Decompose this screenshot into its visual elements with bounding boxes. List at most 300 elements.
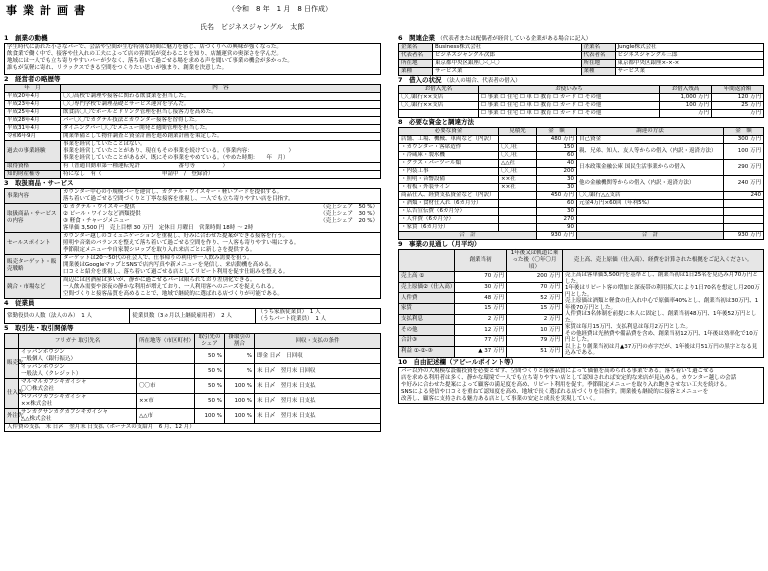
table-row bbox=[399, 200, 764, 208]
table-row bbox=[5, 409, 381, 424]
partner-credit: 100 % bbox=[225, 394, 255, 409]
note-line: 以上より創業当初は月▲37万円の赤字だが、1年後は月51万円の黒字となる見込みである。 bbox=[565, 343, 758, 356]
loan-lender: 〇〇銀行××支店 bbox=[399, 94, 479, 102]
loan-head-lender: お借入先名 bbox=[399, 86, 479, 94]
biz-opt: 事業を経営していたことがあるが、既にその事業をやめている。（やめた時期： 年 月） bbox=[63, 155, 289, 161]
fund-source: 自己資金 bbox=[577, 136, 724, 144]
partner-label: 一般法人（クレジット） bbox=[21, 371, 82, 377]
career-year: 平成31年4月 bbox=[5, 125, 61, 133]
loan-head-repay: 年間返済額 bbox=[712, 86, 764, 94]
outlook-table bbox=[398, 249, 764, 358]
table-row bbox=[399, 68, 764, 76]
career-year: 平成28年4月 bbox=[5, 117, 61, 125]
fund-amount: 290 万円 bbox=[724, 160, 764, 176]
related-companies-table bbox=[398, 43, 764, 76]
term-close: 末 日〆 bbox=[257, 412, 276, 419]
career-year: 平成23年4月 bbox=[5, 101, 61, 109]
partners-head-terms: 回収・支払の条件 bbox=[255, 334, 381, 349]
fund-source: 親、兄弟、知人、友人等からの借入（内訳・返済方法） bbox=[577, 144, 724, 160]
op-item: ・酒類・食材仕入れ（6カ月分） bbox=[399, 200, 499, 208]
content-label: 事業内容 bbox=[5, 189, 61, 204]
section-9-title: 9 事業の見通し（月平均） bbox=[398, 240, 481, 248]
op-item: 商品仕入、経費支払資金など（内訳） bbox=[399, 192, 499, 200]
motive-line: 飲食業で働く中で、接客や仕入れの工夫によって店の雰囲気が変わることを知り、店舗運営の奥深さを学んだ。 bbox=[7, 51, 282, 57]
outlook-initial: 70 万円 bbox=[455, 272, 507, 283]
op-amount: 270 bbox=[537, 216, 577, 224]
equip-vendor bbox=[499, 136, 537, 144]
outlook-item: 売上原価②（仕入高） bbox=[399, 282, 455, 293]
funds-head-amount2: 金 額 bbox=[724, 128, 764, 136]
target-line: 口コミと紹介を重視し、落ち着いて過ごせる店としてリピート利用を促す仕組みを整える。 bbox=[63, 269, 289, 275]
hours: 営業時間 18時 〜 2時 bbox=[199, 225, 254, 231]
biz-opt: 事業を経営していたことはない。 bbox=[63, 141, 146, 147]
career-content: 〇〇高校で調理や接客に関わる飲食業を担当した。 bbox=[61, 93, 381, 101]
partners-head-blank bbox=[5, 334, 19, 349]
note-line: 売上原価は酒類と軽食の仕入れ中心で原価率40%とし、創業当初は30万円、1年後70万円とした。 bbox=[565, 298, 759, 311]
item-row bbox=[63, 204, 378, 211]
comp-line: 一人飲み需要や深夜の静かな利用が増えており、一人利用客へのニーズを捉えられる。 bbox=[63, 284, 278, 290]
outlook-item: 売上高 ① bbox=[399, 272, 455, 283]
partner-credit: % bbox=[225, 364, 255, 379]
right-column bbox=[398, 34, 764, 404]
partner-name bbox=[19, 409, 137, 424]
table-row bbox=[5, 101, 381, 109]
section-3-title: 3 取扱商品・サービス bbox=[4, 179, 74, 187]
op-amount: 30 bbox=[537, 208, 577, 216]
staff-family: （うち家族従業員） 1 人 bbox=[257, 309, 321, 315]
table-row bbox=[399, 144, 764, 152]
outlook-item: その他 bbox=[399, 325, 455, 336]
content-line: カウンター中心の小規模バーを運営し、カクテル・ウイスキー・軽いフードを提供する。 bbox=[63, 189, 283, 195]
funds-head-quote: 見積先 bbox=[499, 128, 537, 136]
career-content: ダイニングバー〇〇でメニュー開発と週間管理を担当した。 bbox=[61, 125, 381, 133]
motive-line: 誰もが気軽に寄れ、リラックスできる空間をつくりたい思いが強まり、創業を決意した。 bbox=[7, 65, 228, 71]
partner-credit: 100 % bbox=[225, 409, 255, 424]
partner-terms bbox=[255, 364, 381, 379]
note-line: 家賃は毎月15万円、支払利息は毎月2万円とした。 bbox=[565, 324, 691, 330]
applicant-name bbox=[200, 22, 304, 32]
table-row bbox=[5, 204, 381, 233]
outlook-after: 70 万円 bbox=[507, 282, 563, 293]
motive-line: 学生時代に訪れた小さなバーで、会話や空間が生む特別な時間に魅力を感じ、店づくりへの興味が強くなった。 bbox=[7, 44, 282, 50]
rel-a-name: Business株式会社 bbox=[433, 44, 582, 52]
label-biz: 業種 bbox=[581, 68, 615, 76]
label-biz: 業種 bbox=[399, 68, 433, 76]
table-row bbox=[399, 176, 764, 184]
partner-terms bbox=[255, 379, 381, 394]
partner-share: 50 % bbox=[195, 379, 225, 394]
comp-line: 周辺には居酒屋は多いが、静かに過ごせるバーは限られており差別化できる。 bbox=[63, 277, 256, 283]
term-pay: 日回収 bbox=[286, 352, 303, 359]
item-name: ① カクテル・ウイスキー提供 bbox=[63, 204, 136, 210]
rel-a-biz: サービス業 bbox=[433, 68, 582, 76]
sell-lines bbox=[61, 233, 381, 255]
term-pay: 翌月末 日支払 bbox=[280, 412, 316, 419]
sell-line: 季節限定メニューや自家製シロップを取り入れ来店ごとに新しさを提供する。 bbox=[63, 247, 256, 253]
fund-source: 日本政策金融公庫 国民生活事業からの借入 bbox=[577, 160, 724, 176]
partner-name bbox=[19, 394, 137, 409]
term-pay: 翌月末 日支払 bbox=[280, 382, 316, 389]
term-close: 末 日〆 bbox=[257, 397, 276, 404]
outlook-after: 2 万円 bbox=[507, 314, 563, 325]
partner-loc: 〇〇市 bbox=[137, 379, 195, 394]
term-close: 末 日〆 bbox=[257, 367, 276, 374]
items-list bbox=[61, 204, 381, 233]
sell-line: 照明や音楽のバランスを整えて落ち着いて過ごせる空間を作り、一人客も寄りやすい場にする。 bbox=[63, 240, 300, 246]
staff-table bbox=[4, 308, 381, 324]
section-5-title: 5 取引先・取引関係等 bbox=[4, 324, 74, 332]
name-label: 氏名 bbox=[200, 23, 214, 31]
creation-date: （令和 8 年 1 月 8 日作成） bbox=[228, 5, 333, 13]
loan-use: ☐ 事業 ☐ 住宅 ☐ 車 ☐ 教育 ☐ カード ☐ その他 bbox=[479, 102, 660, 110]
ip-value: 特になし 有（ 申請中 / 登録済） bbox=[61, 171, 381, 179]
table-row bbox=[5, 93, 381, 101]
op-vendor bbox=[499, 208, 537, 216]
table-row bbox=[5, 379, 381, 394]
left-column bbox=[4, 34, 381, 432]
op-amount: 450 万円 bbox=[537, 192, 577, 200]
equip-amount: 60 bbox=[537, 152, 577, 160]
fund-source: 他の金融機関等からの借入（内訳・返済方法） bbox=[577, 176, 724, 192]
payroll-terms: 人件費の支払 末 日〆 翌月末 日支払（ボーナスの支給月 6 月、12 月） bbox=[5, 424, 381, 432]
table-row bbox=[5, 394, 381, 409]
outlook-item: 家賃 bbox=[399, 304, 455, 315]
op-item: ・広告宣伝費（6カ月分） bbox=[399, 208, 499, 216]
partner-terms bbox=[255, 349, 381, 364]
fund-amount: 240 万円 bbox=[724, 176, 764, 192]
loan-repay: 120 万円 bbox=[712, 94, 764, 102]
comp-line: 空間づくりと接客品質を高めることで、地域で継続的に選ばれる店づくりが可能である。 bbox=[63, 291, 283, 297]
partner-kana: マルマルカブシキガイシャ bbox=[21, 379, 87, 385]
table-row bbox=[399, 52, 764, 60]
equip-amount: 150 bbox=[537, 144, 577, 152]
section-7-title bbox=[398, 76, 764, 85]
section-1-title: 1 創業の動機 bbox=[4, 34, 48, 42]
outlook-after: 79 万円 bbox=[507, 336, 563, 347]
op-vendor bbox=[499, 192, 537, 200]
term-close: 即金 日〆 bbox=[257, 352, 281, 359]
equip-vendor: ××社 bbox=[499, 176, 537, 184]
s6-title-text: 6 関連企業 bbox=[398, 34, 436, 42]
equip-item: ・カウンター・客席造作 bbox=[399, 144, 499, 152]
partner-label: △△株式会社 bbox=[21, 416, 52, 422]
equip-amount: 30 bbox=[537, 184, 577, 192]
partner-loc: △△市 bbox=[137, 409, 195, 424]
career-year: 平成20年4月 bbox=[5, 93, 61, 101]
s7-sub: （法人の場合、代表者の借入） bbox=[443, 78, 521, 84]
item-share: （売上シェア 30 %） bbox=[320, 211, 378, 217]
name-value: ビジネスジャングル 太郎 bbox=[221, 23, 305, 31]
partner-share: 50 % bbox=[195, 394, 225, 409]
partner-kana: イッパンホウジン bbox=[21, 364, 65, 370]
career-year: 平成25年4月 bbox=[5, 109, 61, 117]
outlook-head-initial: 創業当初 bbox=[455, 250, 507, 272]
fund-empty bbox=[724, 216, 764, 224]
partner-share: 50 % bbox=[195, 364, 225, 379]
outlook-item: 支払利息 bbox=[399, 314, 455, 325]
note-line: 売上高は客単価3,500円を基準とし、創業当初は1日25名を見込み月70万円とした。 bbox=[565, 272, 758, 285]
fund-amount bbox=[724, 200, 764, 208]
table-row bbox=[5, 424, 381, 432]
op-amount: 60 bbox=[537, 200, 577, 208]
op-item: ・家賃（6カ月分） bbox=[399, 224, 499, 232]
rel-b-name: Jungle株式会社 bbox=[615, 44, 764, 52]
outlook-initial: 77 万円 bbox=[455, 336, 507, 347]
outlook-initial: 30 万円 bbox=[455, 282, 507, 293]
target-label: 販売ターゲット・販売戦略 bbox=[5, 255, 61, 277]
fund-empty bbox=[577, 216, 724, 224]
table-row bbox=[5, 109, 381, 117]
loan-use: ☐ 事業 ☐ 住宅 ☐ 車 ☐ 教育 ☐ カード ☐ その他 bbox=[479, 94, 660, 102]
partners-head-credit: 掛取引の割合 bbox=[225, 334, 255, 349]
equip-vendor: 〇〇社 bbox=[499, 144, 537, 152]
outlook-item: 人件費 bbox=[399, 293, 455, 304]
equip-item: 店舗、工場、機械、車両など（内訳） bbox=[399, 136, 499, 144]
table-row bbox=[5, 171, 381, 179]
table-row bbox=[5, 189, 381, 204]
loan-lender: 〇〇銀行××支店 bbox=[399, 102, 479, 110]
target-line: 開業後はGoogleマップとSNSで店内写真や新メニューを発信し、来店動機を高める。 bbox=[63, 262, 275, 268]
loan-balance: 万円 bbox=[660, 110, 712, 118]
outlook-initial: 48 万円 bbox=[455, 293, 507, 304]
table-row bbox=[399, 272, 764, 283]
table-row bbox=[5, 364, 381, 379]
item-row bbox=[63, 218, 378, 225]
note-line: 1年後はリピート客の増加と深夜帯の利用拡大により1日70名を想定し月200万円とした。 bbox=[565, 285, 760, 298]
funds-head-amount: 金 額 bbox=[537, 128, 577, 136]
partner-type: 販売先 bbox=[5, 349, 19, 379]
label-rep: 代表者名 bbox=[581, 52, 615, 60]
label-rep: 代表者名 bbox=[399, 52, 433, 60]
outlook-after: 52 万円 bbox=[507, 293, 563, 304]
ip-label: 知的財産権等 bbox=[5, 171, 61, 179]
loan-head-balance: お借入残高 bbox=[660, 86, 712, 94]
equip-amount: 40 bbox=[537, 160, 577, 168]
table-row bbox=[5, 277, 381, 299]
section-10-title: 10 自由記述欄（アピールポイント等） bbox=[398, 357, 518, 366]
table-row bbox=[5, 255, 381, 277]
term-pay: 翌月末 日回収 bbox=[280, 367, 316, 374]
label-company: 企業名 bbox=[581, 44, 615, 52]
partner-loc bbox=[137, 364, 195, 379]
item-name: ③ 軽食・チャージメニュー bbox=[63, 218, 130, 224]
s6-sub: （代表者または配偶者が経営している企業がある場合に記入） bbox=[437, 36, 592, 42]
table-row bbox=[399, 232, 764, 240]
outlook-item: 利益 ①-②-③ bbox=[399, 346, 455, 357]
equip-amount: 200 bbox=[537, 168, 577, 176]
op-item: ・人件費（6カ月分） bbox=[399, 216, 499, 224]
free-text-box bbox=[398, 367, 764, 404]
career-content: 飲食店〇〇でホールとドリンク管理を担当し接客力を高めた。 bbox=[61, 109, 381, 117]
outlook-after: 51 万円 bbox=[507, 346, 563, 357]
loans-table bbox=[398, 85, 764, 118]
outlook-item: 合計③ bbox=[399, 336, 455, 347]
target-lines bbox=[61, 255, 381, 277]
outlook-head-after: 1年後又は軌道に乗った後（〇年〇月頃） bbox=[507, 250, 563, 272]
loan-use: ☐ 事業 ☐ 住宅 ☐ 車 ☐ 教育 ☐ カード ☐ その他 bbox=[479, 110, 660, 118]
free-line: や好みに合わせた提案によって顧客の満足度を高め、リピート利用を促す。季節限定メニューを取り入れ飽きさせない工夫を続ける。 bbox=[401, 381, 731, 388]
staff-officers: 常勤役員の人数（法人のみ） 1 人 bbox=[5, 309, 130, 324]
outlook-after: 200 万円 bbox=[507, 272, 563, 283]
section-6-title bbox=[398, 34, 764, 43]
fund-total: 930 万円 bbox=[724, 232, 764, 240]
table-row bbox=[399, 208, 764, 216]
partner-type: 仕入先 bbox=[5, 379, 19, 409]
content-lines bbox=[61, 189, 381, 204]
note-line: 人件費は3名体制を前提に本人に固定し、創業当初48万円、1年後52万円とした。 bbox=[565, 311, 757, 324]
loan-balance: 1,000 万円 bbox=[660, 94, 712, 102]
funds-head-need: 必要な資金 bbox=[399, 128, 499, 136]
equip-item: ・冷蔵庫・製氷機 bbox=[399, 152, 499, 160]
table-row bbox=[399, 160, 764, 168]
sell-line: カウンター越しのコミュニケーションを重視し、好みに合わせた提案ができる接客を行う。 bbox=[63, 233, 288, 239]
total-label: 合 計 bbox=[399, 232, 537, 240]
fund-amount: 100 万円 bbox=[724, 144, 764, 160]
license-value: 有（普通自動車第一種運転免許 番号等 ） bbox=[61, 163, 381, 171]
partner-label: ××株式会社 bbox=[21, 401, 53, 407]
table-row bbox=[399, 224, 764, 232]
loan-balance: 100 万円 bbox=[660, 102, 712, 110]
fund-empty bbox=[577, 224, 724, 232]
outlook-head-blank bbox=[399, 250, 455, 272]
partner-name bbox=[19, 349, 137, 364]
motive-box bbox=[4, 43, 381, 75]
total-label: 合 計 bbox=[577, 232, 724, 240]
fund-empty bbox=[577, 208, 724, 216]
fund-amount: 240 bbox=[724, 192, 764, 200]
outlook-initial: ▲ 37 万円 bbox=[455, 346, 507, 357]
partner-name bbox=[19, 379, 137, 394]
partners-head-name: フリガナ 取引先名 bbox=[19, 334, 137, 349]
equip-vendor: △△社 bbox=[499, 160, 537, 168]
label-addr: 所在地 bbox=[581, 60, 615, 68]
equip-item: ・照明・音響設備 bbox=[399, 176, 499, 184]
staff-part: （うちパート従業員） 1 人 bbox=[257, 316, 327, 322]
table-row bbox=[399, 216, 764, 224]
term-close: 末 日〆 bbox=[257, 382, 276, 389]
holiday: 定休日 月曜日 bbox=[158, 225, 194, 231]
table-row bbox=[5, 163, 381, 171]
item-share: （売上シェア 50 %） bbox=[320, 204, 378, 210]
table-row bbox=[399, 44, 764, 52]
table-row bbox=[5, 117, 381, 125]
op-vendor bbox=[499, 224, 537, 232]
op-vendor bbox=[499, 216, 537, 224]
table-row bbox=[399, 192, 764, 200]
partner-label: 〇〇株式会社 bbox=[21, 386, 55, 392]
biz-exp-options bbox=[61, 141, 381, 163]
fund-empty bbox=[724, 208, 764, 216]
label-company: 企業名 bbox=[399, 44, 433, 52]
fund-amount: 300 万円 bbox=[724, 136, 764, 144]
comp-lines bbox=[61, 277, 381, 299]
equip-vendor: ××社 bbox=[499, 184, 537, 192]
biz-opt: 事業を経営していたことがあり、現在もその事業を続けている。（事業内容： ） bbox=[63, 148, 295, 154]
partner-share: 100 % bbox=[195, 409, 225, 424]
table-row bbox=[399, 94, 764, 102]
table-row bbox=[5, 233, 381, 255]
section-4-title: 4 従業員 bbox=[4, 299, 35, 307]
outlook-initial: 2 万円 bbox=[455, 314, 507, 325]
partners-head-share: 取引先のシェア bbox=[195, 334, 225, 349]
free-line: 改善し、顧客に支持される魅力ある店として事業の安定と成長を実現していく。 bbox=[401, 395, 599, 402]
partner-name bbox=[19, 364, 137, 379]
label-addr: 所在地 bbox=[399, 60, 433, 68]
free-line: 店を求める利用者は多く、静かな環境で一人でも立ち寄りやすい店として認知されれば安定的な来店が見込める。カウンター越しの会話 bbox=[401, 374, 737, 381]
fund-source: 元金4万円×60回（年利5%） bbox=[577, 200, 724, 208]
motive-line: 地域には一人でも立ち寄りやすいバーが少なく、落ち着いて過ごせる場を求める声を聞いて事業の機会が多かった。 bbox=[7, 58, 293, 64]
outlook-after: 15 万円 bbox=[507, 304, 563, 315]
document-title: 事業計画書 bbox=[6, 4, 91, 17]
funds-head-method: 調達の方法 bbox=[577, 128, 724, 136]
equip-vendor: 〇〇社 bbox=[499, 152, 537, 160]
table-row bbox=[5, 349, 381, 364]
price-row bbox=[63, 225, 378, 232]
rel-b-addr: 東京都中央区銀座×-×-× bbox=[615, 60, 764, 68]
equip-item: ・看板・外装サイン bbox=[399, 184, 499, 192]
outlook-initial: 15 万円 bbox=[455, 304, 507, 315]
item-row bbox=[63, 211, 378, 218]
content-line: 落ち着いて過ごせる空間づくりと丁寧な接客を重視し、一人でも立ち寄りやすい店を目指す。 bbox=[63, 196, 294, 202]
staff-employees: 従業員数（3ヵ月以上継続雇用者） 2 人 bbox=[130, 309, 255, 324]
equip-amount: 480 万円 bbox=[537, 136, 577, 144]
equip-item: ・内装工事 bbox=[399, 168, 499, 176]
table-row bbox=[399, 136, 764, 144]
comp-label: 競合・市場など bbox=[5, 277, 61, 299]
free-line: バー以外の大規模な設備投資を必要とせず、空間づくりと接客品質によって価値を高められる事業である。落ち着いて過ごせる bbox=[401, 367, 715, 374]
table-row bbox=[399, 102, 764, 110]
table-row bbox=[399, 110, 764, 118]
career-content: 開業準備として物件調査と資金計画を進め創業計画を策定した。 bbox=[61, 133, 381, 141]
section-2-title: 2 経営者の略歴等 bbox=[4, 75, 61, 83]
products-table bbox=[4, 188, 381, 299]
term-pay: 翌月末 日支払 bbox=[280, 397, 316, 404]
funds-table bbox=[398, 127, 764, 240]
license-label: 取得資格 bbox=[5, 163, 61, 171]
career-content: バー〇〇でカクテル技法とカウンター接客を習得した。 bbox=[61, 117, 381, 125]
outlook-head-basis: 売上高、売上原価（仕入高）、経費を計算された根拠をご記入ください。 bbox=[563, 250, 764, 272]
partner-loc bbox=[137, 349, 195, 364]
equip-vendor: 〇〇社 bbox=[499, 168, 537, 176]
staff-breakdown bbox=[255, 309, 380, 324]
op-amount: 90 bbox=[537, 224, 577, 232]
target-line: ターゲットは20〜50代の社会人で、仕事帰りの利用や一人飲み需要を狙う。 bbox=[63, 255, 253, 261]
partner-share: 50 % bbox=[195, 349, 225, 364]
biz-exp-label: 過去の事業経験 bbox=[5, 141, 61, 163]
table-row bbox=[5, 133, 381, 141]
partner-credit: % bbox=[225, 349, 255, 364]
outlook-initial: 12 万円 bbox=[455, 325, 507, 336]
partner-terms bbox=[255, 394, 381, 409]
rel-b-biz: サービス業 bbox=[615, 68, 764, 76]
partner-terms bbox=[255, 409, 381, 424]
partner-credit: 100 % bbox=[225, 379, 255, 394]
items-label: 取扱商品・サービスの内容 bbox=[5, 204, 61, 233]
table-row bbox=[5, 141, 381, 163]
loan-head-use: お使いみち bbox=[479, 86, 660, 94]
partner-kana: バツバツカブシキガイシャ bbox=[21, 394, 87, 400]
sell-label: セールスポイント bbox=[5, 233, 61, 255]
loan-repay: 25 万円 bbox=[712, 102, 764, 110]
career-table bbox=[4, 84, 381, 179]
partners-table bbox=[4, 333, 381, 432]
loan-repay: 万円 bbox=[712, 110, 764, 118]
item-name: ② ビール・ワインなど酒類提供 bbox=[63, 211, 141, 217]
career-col-content: 内 容 bbox=[61, 85, 381, 93]
equip-amount: 30 bbox=[537, 176, 577, 184]
fund-source: 〇〇銀行△△支店 bbox=[577, 192, 724, 200]
rel-a-rep: ビジネスジャングル次郎 bbox=[433, 52, 582, 60]
